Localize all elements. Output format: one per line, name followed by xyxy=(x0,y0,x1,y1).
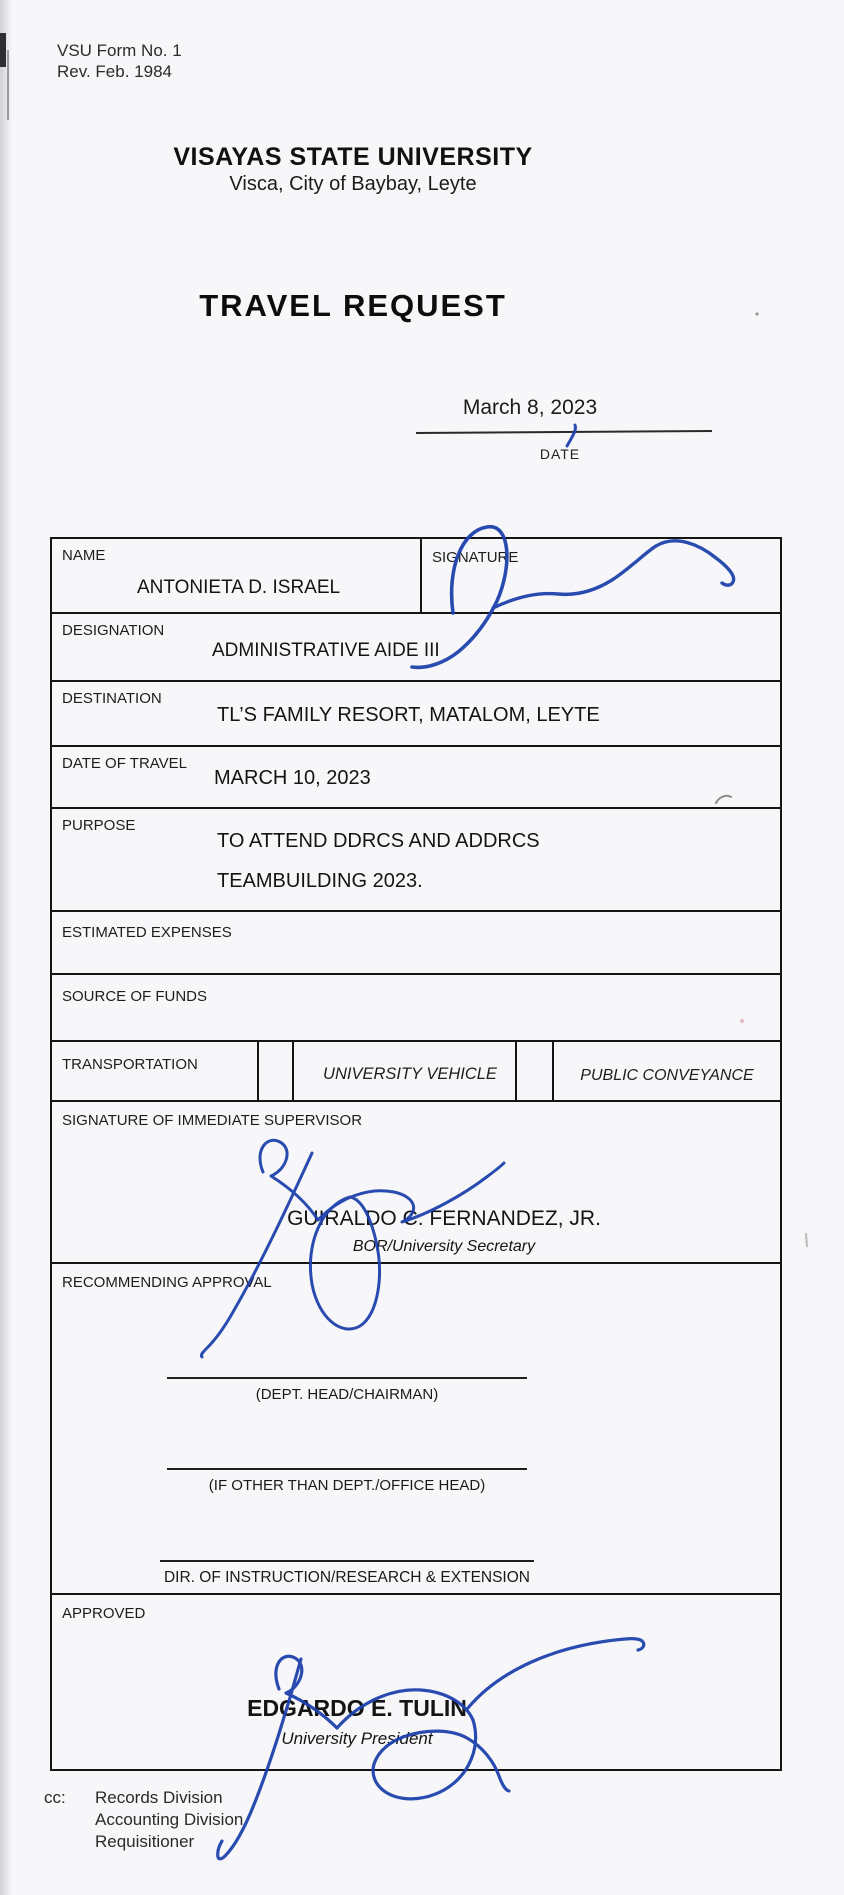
estimated-expenses-label: ESTIMATED EXPENSES xyxy=(62,924,232,941)
cc-item-records: Records Division xyxy=(95,1788,223,1807)
supervisor-section-label: SIGNATURE OF IMMEDIATE SUPERVISOR xyxy=(62,1112,363,1129)
purpose-value-line2: TEAMBUILDING 2023. xyxy=(217,870,423,892)
row-date-of-travel xyxy=(52,747,780,809)
transportation-label: TRANSPORTATION xyxy=(62,1056,198,1073)
designation-label: DESIGNATION xyxy=(62,622,165,639)
recommending-approval-label: RECOMMENDING APPROVAL xyxy=(62,1274,272,1291)
purpose-value-line1: TO ATTEND DDRCS AND ADDRCS xyxy=(217,830,540,852)
form-revision: Rev. Feb. 1984 xyxy=(57,62,172,81)
supervisor-name: GUIRALDO C. FERNANDEZ, JR. xyxy=(287,1207,601,1230)
scan-speck xyxy=(806,1233,807,1247)
cell-divider xyxy=(257,1042,259,1100)
supervisor-title: BOR/University Secretary xyxy=(352,1238,536,1255)
date-underline xyxy=(416,430,712,434)
row-transportation xyxy=(52,1042,780,1102)
president-title: University President xyxy=(281,1729,433,1748)
date-value: March 8, 2023 xyxy=(462,396,598,419)
checkbox-cell-public-conveyance xyxy=(552,1042,554,1100)
cc-label: cc: xyxy=(44,1788,66,1807)
row-estimated-expenses xyxy=(52,912,780,975)
director-caption: DIR. OF INSTRUCTION/RESEARCH & EXTENSION xyxy=(163,1569,530,1586)
president-name: EDGARDO E. TULIN xyxy=(247,1695,467,1721)
destination-label: DESTINATION xyxy=(62,690,162,707)
name-value: ANTONIETA D. ISRAEL xyxy=(137,577,341,598)
designation-value: ADMINISTRATIVE AIDE III xyxy=(212,640,440,661)
row-source-of-funds xyxy=(52,975,780,1042)
transport-option-public-conveyance: PUBLIC CONVEYANCE xyxy=(580,1067,754,1084)
purpose-label: PURPOSE xyxy=(62,817,136,834)
transport-option-university-vehicle: UNIVERSITY VEHICLE xyxy=(323,1065,497,1083)
director-signature-line xyxy=(160,1560,534,1562)
date-of-travel-label: DATE OF TRAVEL xyxy=(62,755,188,772)
requester-signature-ink xyxy=(567,425,575,446)
form-table xyxy=(50,537,782,1771)
row-recommending-approval xyxy=(52,1264,780,1595)
signature-label: SIGNATURE xyxy=(432,549,519,566)
cell-divider xyxy=(420,539,422,612)
approved-label: APPROVED xyxy=(62,1605,146,1622)
scan-edge-shadow xyxy=(0,0,12,1895)
source-of-funds-label: SOURCE OF FUNDS xyxy=(62,988,208,1005)
document-title: TRAVEL REQUEST xyxy=(199,288,507,323)
dept-head-caption: (DEPT. HEAD/CHAIRMAN) xyxy=(255,1386,439,1403)
cc-item-requisitioner: Requisitioner xyxy=(95,1832,195,1851)
row-destination xyxy=(52,682,780,747)
row-designation xyxy=(52,614,780,682)
scan-edge-line xyxy=(7,50,9,120)
university-address: Visca, City of Baybay, Leyte xyxy=(229,173,477,195)
cc-item-accounting: Accounting Division xyxy=(95,1810,244,1829)
other-head-signature-line xyxy=(167,1468,527,1470)
row-purpose xyxy=(52,809,780,912)
name-label: NAME xyxy=(62,547,106,564)
other-head-caption: (IF OTHER THAN DEPT./OFFICE HEAD) xyxy=(208,1477,486,1494)
checkbox-cell-university-vehicle xyxy=(292,1042,294,1100)
date-of-travel-value: MARCH 10, 2023 xyxy=(214,767,371,789)
form-number-block xyxy=(57,40,182,82)
date-label: DATE xyxy=(539,446,581,462)
cell-divider xyxy=(515,1042,517,1100)
scan-speck xyxy=(755,312,758,315)
form-number: VSU Form No. 1 xyxy=(57,41,182,60)
destination-value: TL’S FAMILY RESORT, MATALOM, LEYTE xyxy=(217,704,600,726)
row-approved xyxy=(52,1595,780,1769)
row-name-signature xyxy=(52,539,780,614)
university-name: VISAYAS STATE UNIVERSITY xyxy=(173,143,533,171)
scan-edge-mark xyxy=(0,33,6,67)
row-supervisor-signature xyxy=(52,1102,780,1264)
dept-head-signature-line xyxy=(167,1377,527,1379)
